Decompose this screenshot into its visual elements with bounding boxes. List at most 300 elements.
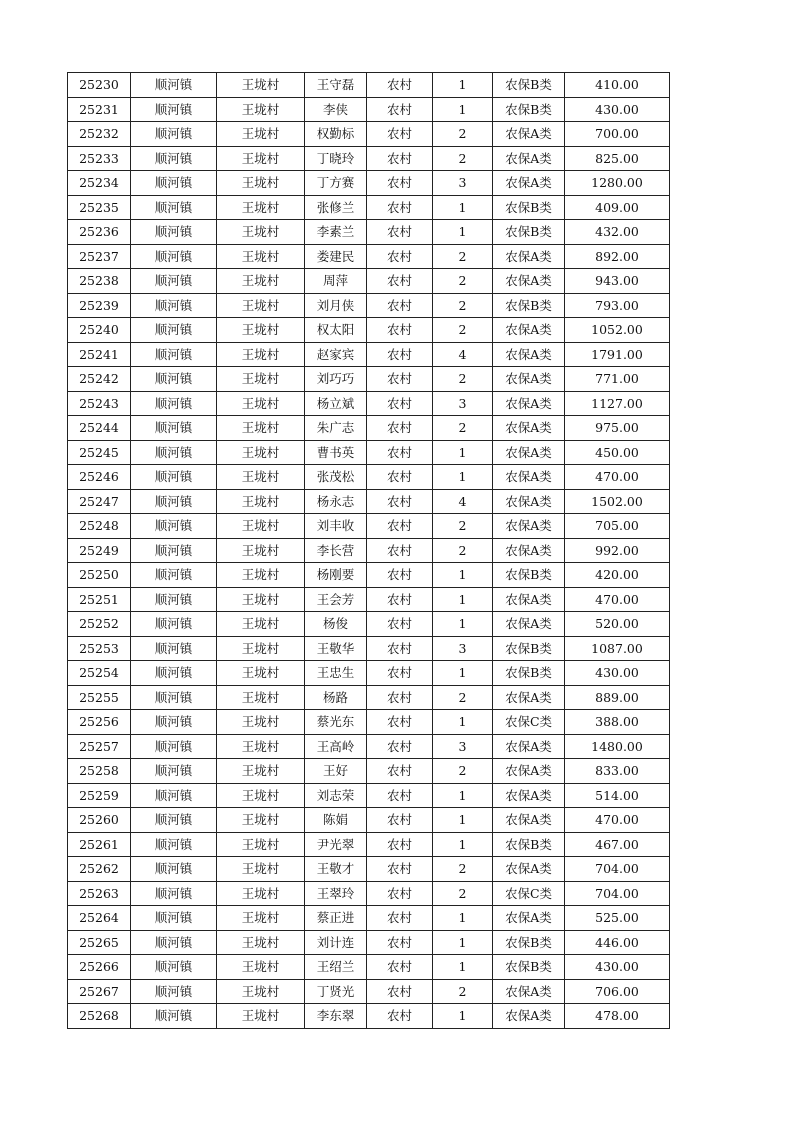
table-row <box>68 636 670 661</box>
cell-id: 25253 <box>68 636 131 661</box>
cell-category: 农保C类 <box>493 710 565 735</box>
table-row <box>68 612 670 637</box>
cell-category: 农保A类 <box>493 1004 565 1029</box>
cell-area: 农村 <box>367 955 433 980</box>
cell-town: 顺河镇 <box>131 195 217 220</box>
cell-name: 李东翠 <box>305 1004 367 1029</box>
cell-people: 2 <box>433 759 493 784</box>
cell-category: 农保B类 <box>493 195 565 220</box>
table-row <box>68 293 670 318</box>
cell-village: 王垅村 <box>217 367 305 392</box>
cell-people: 2 <box>433 269 493 294</box>
cell-id: 25237 <box>68 244 131 269</box>
cell-people: 1 <box>433 906 493 931</box>
cell-amount: 470.00 <box>565 465 670 490</box>
table-row <box>68 906 670 931</box>
cell-name: 王翠玲 <box>305 881 367 906</box>
cell-area: 农村 <box>367 759 433 784</box>
cell-category: 农保B类 <box>493 955 565 980</box>
cell-name: 陈娟 <box>305 808 367 833</box>
cell-category: 农保A类 <box>493 587 565 612</box>
cell-id: 25266 <box>68 955 131 980</box>
cell-people: 2 <box>433 416 493 441</box>
cell-amount: 793.00 <box>565 293 670 318</box>
cell-area: 农村 <box>367 220 433 245</box>
table-row <box>68 146 670 171</box>
table-row <box>68 710 670 735</box>
cell-amount: 446.00 <box>565 930 670 955</box>
cell-people: 2 <box>433 685 493 710</box>
cell-village: 王垅村 <box>217 832 305 857</box>
cell-village: 王垅村 <box>217 416 305 441</box>
cell-amount: 704.00 <box>565 881 670 906</box>
cell-area: 农村 <box>367 587 433 612</box>
cell-category: 农保B类 <box>493 636 565 661</box>
cell-name: 张修兰 <box>305 195 367 220</box>
cell-people: 1 <box>433 710 493 735</box>
cell-people: 1 <box>433 783 493 808</box>
cell-amount: 1127.00 <box>565 391 670 416</box>
cell-village: 王垅村 <box>217 146 305 171</box>
cell-town: 顺河镇 <box>131 342 217 367</box>
cell-people: 2 <box>433 122 493 147</box>
cell-amount: 388.00 <box>565 710 670 735</box>
cell-area: 农村 <box>367 318 433 343</box>
cell-name: 刘丰收 <box>305 514 367 539</box>
cell-town: 顺河镇 <box>131 1004 217 1029</box>
cell-town: 顺河镇 <box>131 979 217 1004</box>
cell-town: 顺河镇 <box>131 685 217 710</box>
table-row <box>68 979 670 1004</box>
cell-people: 1 <box>433 612 493 637</box>
cell-village: 王垅村 <box>217 538 305 563</box>
cell-id: 25240 <box>68 318 131 343</box>
cell-amount: 825.00 <box>565 146 670 171</box>
cell-id: 25231 <box>68 97 131 122</box>
cell-amount: 892.00 <box>565 244 670 269</box>
cell-people: 2 <box>433 318 493 343</box>
cell-amount: 1480.00 <box>565 734 670 759</box>
cell-village: 王垅村 <box>217 881 305 906</box>
cell-area: 农村 <box>367 293 433 318</box>
cell-amount: 705.00 <box>565 514 670 539</box>
cell-area: 农村 <box>367 710 433 735</box>
cell-area: 农村 <box>367 342 433 367</box>
table-row <box>68 587 670 612</box>
cell-town: 顺河镇 <box>131 832 217 857</box>
cell-name: 赵家宾 <box>305 342 367 367</box>
table-row <box>68 342 670 367</box>
cell-people: 2 <box>433 367 493 392</box>
cell-id: 25233 <box>68 146 131 171</box>
cell-category: 农保A类 <box>493 416 565 441</box>
cell-amount: 1280.00 <box>565 171 670 196</box>
cell-village: 王垅村 <box>217 979 305 1004</box>
cell-people: 2 <box>433 881 493 906</box>
cell-amount: 520.00 <box>565 612 670 637</box>
cell-id: 25238 <box>68 269 131 294</box>
cell-name: 朱广志 <box>305 416 367 441</box>
table-row <box>68 171 670 196</box>
cell-village: 王垅村 <box>217 1004 305 1029</box>
cell-name: 王好 <box>305 759 367 784</box>
cell-name: 蔡光东 <box>305 710 367 735</box>
cell-amount: 432.00 <box>565 220 670 245</box>
cell-name: 杨刚要 <box>305 563 367 588</box>
cell-town: 顺河镇 <box>131 636 217 661</box>
cell-amount: 1502.00 <box>565 489 670 514</box>
cell-name: 蔡正进 <box>305 906 367 931</box>
cell-town: 顺河镇 <box>131 514 217 539</box>
table-row <box>68 930 670 955</box>
cell-people: 2 <box>433 514 493 539</box>
table-row <box>68 122 670 147</box>
cell-id: 25234 <box>68 171 131 196</box>
cell-village: 王垅村 <box>217 171 305 196</box>
cell-id: 25262 <box>68 857 131 882</box>
cell-category: 农保A类 <box>493 489 565 514</box>
cell-amount: 889.00 <box>565 685 670 710</box>
cell-amount: 704.00 <box>565 857 670 882</box>
cell-name: 杨立斌 <box>305 391 367 416</box>
table-row <box>68 465 670 490</box>
cell-village: 王垅村 <box>217 587 305 612</box>
cell-id: 25251 <box>68 587 131 612</box>
table-row <box>68 955 670 980</box>
cell-id: 25259 <box>68 783 131 808</box>
table-row <box>68 367 670 392</box>
cell-village: 王垅村 <box>217 489 305 514</box>
cell-category: 农保A类 <box>493 171 565 196</box>
cell-id: 25256 <box>68 710 131 735</box>
cell-id: 25267 <box>68 979 131 1004</box>
cell-amount: 450.00 <box>565 440 670 465</box>
cell-id: 25258 <box>68 759 131 784</box>
cell-amount: 467.00 <box>565 832 670 857</box>
cell-town: 顺河镇 <box>131 612 217 637</box>
cell-category: 农保A类 <box>493 538 565 563</box>
cell-people: 3 <box>433 391 493 416</box>
cell-village: 王垅村 <box>217 857 305 882</box>
cell-village: 王垅村 <box>217 685 305 710</box>
cell-area: 农村 <box>367 979 433 1004</box>
cell-area: 农村 <box>367 97 433 122</box>
cell-name: 丁贤光 <box>305 979 367 1004</box>
cell-area: 农村 <box>367 391 433 416</box>
table-row <box>68 538 670 563</box>
table-row <box>68 269 670 294</box>
cell-village: 王垅村 <box>217 636 305 661</box>
cell-id: 25245 <box>68 440 131 465</box>
cell-category: 农保A类 <box>493 367 565 392</box>
cell-amount: 410.00 <box>565 73 670 98</box>
cell-area: 农村 <box>367 685 433 710</box>
cell-area: 农村 <box>367 244 433 269</box>
cell-town: 顺河镇 <box>131 563 217 588</box>
cell-people: 1 <box>433 465 493 490</box>
cell-town: 顺河镇 <box>131 759 217 784</box>
cell-id: 25244 <box>68 416 131 441</box>
cell-town: 顺河镇 <box>131 906 217 931</box>
cell-id: 25254 <box>68 661 131 686</box>
cell-id: 25268 <box>68 1004 131 1029</box>
cell-town: 顺河镇 <box>131 881 217 906</box>
cell-area: 农村 <box>367 832 433 857</box>
cell-area: 农村 <box>367 269 433 294</box>
cell-people: 1 <box>433 97 493 122</box>
cell-area: 农村 <box>367 146 433 171</box>
cell-village: 王垅村 <box>217 783 305 808</box>
cell-name: 王会芳 <box>305 587 367 612</box>
cell-town: 顺河镇 <box>131 269 217 294</box>
cell-category: 农保A类 <box>493 979 565 1004</box>
cell-town: 顺河镇 <box>131 73 217 98</box>
cell-people: 1 <box>433 832 493 857</box>
cell-people: 2 <box>433 857 493 882</box>
cell-name: 杨路 <box>305 685 367 710</box>
cell-amount: 1087.00 <box>565 636 670 661</box>
cell-name: 刘巧巧 <box>305 367 367 392</box>
cell-people: 1 <box>433 1004 493 1029</box>
cell-name: 王高岭 <box>305 734 367 759</box>
cell-people: 3 <box>433 734 493 759</box>
cell-village: 王垅村 <box>217 710 305 735</box>
cell-category: 农保A类 <box>493 514 565 539</box>
cell-id: 25261 <box>68 832 131 857</box>
cell-village: 王垅村 <box>217 514 305 539</box>
cell-village: 王垅村 <box>217 391 305 416</box>
cell-name: 李素兰 <box>305 220 367 245</box>
cell-name: 王守磊 <box>305 73 367 98</box>
cell-name: 刘志荣 <box>305 783 367 808</box>
cell-name: 刘计连 <box>305 930 367 955</box>
cell-name: 权勤标 <box>305 122 367 147</box>
cell-name: 王绍兰 <box>305 955 367 980</box>
cell-category: 农保A类 <box>493 244 565 269</box>
cell-name: 李侠 <box>305 97 367 122</box>
cell-name: 娄建民 <box>305 244 367 269</box>
cell-village: 王垅村 <box>217 269 305 294</box>
cell-name: 权太阳 <box>305 318 367 343</box>
cell-amount: 992.00 <box>565 538 670 563</box>
cell-people: 1 <box>433 661 493 686</box>
cell-name: 王敬才 <box>305 857 367 882</box>
cell-category: 农保B类 <box>493 930 565 955</box>
cell-town: 顺河镇 <box>131 318 217 343</box>
cell-town: 顺河镇 <box>131 783 217 808</box>
cell-name: 丁晓玲 <box>305 146 367 171</box>
table-row <box>68 440 670 465</box>
cell-id: 25263 <box>68 881 131 906</box>
cell-town: 顺河镇 <box>131 293 217 318</box>
cell-area: 农村 <box>367 440 433 465</box>
cell-name: 尹光翠 <box>305 832 367 857</box>
cell-village: 王垅村 <box>217 244 305 269</box>
cell-area: 农村 <box>367 783 433 808</box>
cell-town: 顺河镇 <box>131 244 217 269</box>
cell-area: 农村 <box>367 122 433 147</box>
cell-category: 农保B类 <box>493 293 565 318</box>
cell-town: 顺河镇 <box>131 97 217 122</box>
table-row <box>68 195 670 220</box>
cell-amount: 430.00 <box>565 661 670 686</box>
table-row <box>68 1004 670 1029</box>
cell-people: 3 <box>433 636 493 661</box>
cell-name: 周萍 <box>305 269 367 294</box>
cell-id: 25248 <box>68 514 131 539</box>
cell-area: 农村 <box>367 881 433 906</box>
cell-id: 25249 <box>68 538 131 563</box>
cell-id: 25264 <box>68 906 131 931</box>
cell-people: 1 <box>433 955 493 980</box>
cell-amount: 430.00 <box>565 97 670 122</box>
cell-people: 4 <box>433 489 493 514</box>
table-row <box>68 783 670 808</box>
cell-town: 顺河镇 <box>131 146 217 171</box>
cell-category: 农保A类 <box>493 808 565 833</box>
cell-town: 顺河镇 <box>131 587 217 612</box>
table-row <box>68 685 670 710</box>
cell-category: 农保B类 <box>493 563 565 588</box>
cell-id: 25243 <box>68 391 131 416</box>
cell-people: 1 <box>433 808 493 833</box>
cell-village: 王垅村 <box>217 563 305 588</box>
cell-category: 农保B类 <box>493 220 565 245</box>
cell-amount: 833.00 <box>565 759 670 784</box>
cell-category: 农保A类 <box>493 440 565 465</box>
cell-category: 农保A类 <box>493 146 565 171</box>
cell-town: 顺河镇 <box>131 857 217 882</box>
cell-town: 顺河镇 <box>131 367 217 392</box>
cell-town: 顺河镇 <box>131 489 217 514</box>
cell-area: 农村 <box>367 563 433 588</box>
cell-name: 李长营 <box>305 538 367 563</box>
cell-category: 农保A类 <box>493 391 565 416</box>
cell-village: 王垅村 <box>217 734 305 759</box>
table-row <box>68 220 670 245</box>
cell-category: 农保A类 <box>493 342 565 367</box>
cell-id: 25230 <box>68 73 131 98</box>
cell-category: 农保A类 <box>493 685 565 710</box>
table-row <box>68 244 670 269</box>
cell-people: 1 <box>433 195 493 220</box>
cell-id: 25250 <box>68 563 131 588</box>
table-row <box>68 514 670 539</box>
cell-village: 王垅村 <box>217 465 305 490</box>
cell-area: 农村 <box>367 734 433 759</box>
cell-amount: 975.00 <box>565 416 670 441</box>
cell-area: 农村 <box>367 171 433 196</box>
cell-category: 农保B类 <box>493 832 565 857</box>
cell-id: 25247 <box>68 489 131 514</box>
cell-category: 农保A类 <box>493 465 565 490</box>
cell-people: 2 <box>433 293 493 318</box>
cell-id: 25260 <box>68 808 131 833</box>
cell-name: 杨永志 <box>305 489 367 514</box>
cell-id: 25252 <box>68 612 131 637</box>
cell-amount: 514.00 <box>565 783 670 808</box>
cell-name: 丁方赛 <box>305 171 367 196</box>
cell-id: 25241 <box>68 342 131 367</box>
cell-name: 张茂松 <box>305 465 367 490</box>
cell-id: 25236 <box>68 220 131 245</box>
cell-people: 1 <box>433 587 493 612</box>
cell-id: 25255 <box>68 685 131 710</box>
cell-amount: 420.00 <box>565 563 670 588</box>
cell-village: 王垅村 <box>217 293 305 318</box>
cell-area: 农村 <box>367 857 433 882</box>
cell-town: 顺河镇 <box>131 171 217 196</box>
cell-people: 1 <box>433 440 493 465</box>
cell-category: 农保A类 <box>493 269 565 294</box>
table-row <box>68 734 670 759</box>
cell-village: 王垅村 <box>217 220 305 245</box>
cell-amount: 706.00 <box>565 979 670 1004</box>
cell-village: 王垅村 <box>217 318 305 343</box>
table-row <box>68 318 670 343</box>
cell-category: 农保A类 <box>493 734 565 759</box>
cell-category: 农保A类 <box>493 857 565 882</box>
table-row <box>68 97 670 122</box>
cell-amount: 1791.00 <box>565 342 670 367</box>
cell-area: 农村 <box>367 465 433 490</box>
cell-village: 王垅村 <box>217 73 305 98</box>
table-row <box>68 661 670 686</box>
cell-village: 王垅村 <box>217 342 305 367</box>
cell-area: 农村 <box>367 1004 433 1029</box>
cell-area: 农村 <box>367 612 433 637</box>
table-row <box>68 808 670 833</box>
table-row <box>68 563 670 588</box>
cell-area: 农村 <box>367 416 433 441</box>
cell-people: 3 <box>433 171 493 196</box>
table-row <box>68 73 670 98</box>
cell-village: 王垅村 <box>217 661 305 686</box>
cell-town: 顺河镇 <box>131 710 217 735</box>
cell-town: 顺河镇 <box>131 122 217 147</box>
cell-amount: 430.00 <box>565 955 670 980</box>
cell-town: 顺河镇 <box>131 808 217 833</box>
cell-amount: 409.00 <box>565 195 670 220</box>
cell-village: 王垅村 <box>217 930 305 955</box>
table-row <box>68 759 670 784</box>
cell-id: 25242 <box>68 367 131 392</box>
cell-amount: 771.00 <box>565 367 670 392</box>
cell-category: 农保A类 <box>493 759 565 784</box>
cell-id: 25235 <box>68 195 131 220</box>
cell-name: 曹书英 <box>305 440 367 465</box>
cell-town: 顺河镇 <box>131 734 217 759</box>
cell-people: 2 <box>433 244 493 269</box>
cell-id: 25232 <box>68 122 131 147</box>
cell-category: 农保A类 <box>493 906 565 931</box>
cell-area: 农村 <box>367 906 433 931</box>
cell-village: 王垅村 <box>217 955 305 980</box>
cell-amount: 470.00 <box>565 587 670 612</box>
cell-category: 农保A类 <box>493 122 565 147</box>
cell-village: 王垅村 <box>217 97 305 122</box>
cell-village: 王垅村 <box>217 906 305 931</box>
table-row <box>68 881 670 906</box>
cell-category: 农保B类 <box>493 73 565 98</box>
cell-area: 农村 <box>367 661 433 686</box>
cell-id: 25265 <box>68 930 131 955</box>
cell-town: 顺河镇 <box>131 391 217 416</box>
cell-town: 顺河镇 <box>131 220 217 245</box>
table-row <box>68 391 670 416</box>
cell-village: 王垅村 <box>217 612 305 637</box>
table-row <box>68 489 670 514</box>
